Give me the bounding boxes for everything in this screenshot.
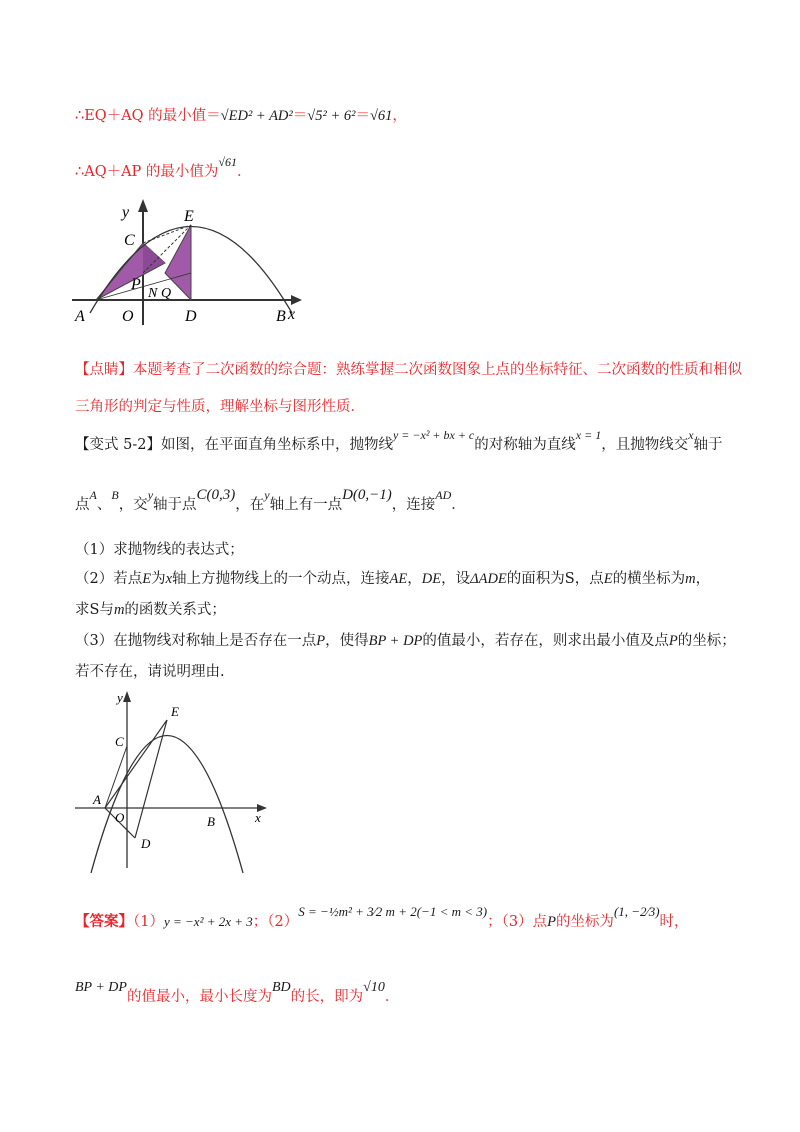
problem-text: ，在 — [235, 497, 265, 513]
problem-text: 点 — [75, 497, 90, 513]
point-p: P — [668, 633, 678, 649]
label-a: A — [75, 308, 85, 325]
label-o: O — [115, 810, 125, 825]
answer-line-2 — [75, 980, 400, 1006]
punct: ． — [237, 164, 252, 180]
equals: ＝ — [355, 108, 370, 124]
problem-text: 轴上有一点 — [269, 497, 343, 513]
var-m: m — [113, 602, 125, 618]
label-y: y — [122, 204, 130, 221]
label-c: C — [115, 734, 124, 749]
question-text: 为 — [151, 571, 166, 587]
answer-coordinate: (1, −2⁄3) — [613, 904, 660, 919]
comment-tag: 【点睛】 — [75, 362, 133, 378]
sum-bp-dp: BP + DP — [368, 633, 423, 649]
question-text: 轴上方抛物线上的一个动点，连接 — [172, 571, 390, 587]
answer-text: 时， — [659, 914, 689, 930]
problem-text: 如图，在平面直角坐标系中，抛物线 — [160, 437, 393, 453]
formula-sqrt61: √61 — [369, 108, 393, 124]
problem-text: 轴于 — [693, 437, 723, 453]
answer-line-1 — [75, 904, 689, 931]
segment-de: DE — [421, 571, 442, 587]
answer-text: ． — [384, 989, 400, 1005]
y-axis-arrow — [123, 691, 131, 702]
point-p: P — [547, 914, 556, 930]
question-1 — [75, 538, 244, 559]
question-text: （2）若点 — [75, 571, 143, 587]
problem-text: 、 — [96, 497, 112, 513]
problem-tag: 【变式 5-2】 — [75, 437, 161, 453]
formula-5-6: √5² + 6² — [307, 108, 356, 124]
point-d: D(0,−1) — [342, 487, 392, 503]
answer-tag: 【答案】 — [75, 913, 133, 930]
label-e: E — [184, 208, 194, 225]
label-q: Q — [161, 286, 172, 301]
question-text: 若不存在，请说明理由. — [75, 664, 225, 680]
question-text: ， — [695, 571, 711, 587]
answer-text: ；（2） — [252, 914, 299, 930]
label-b: B — [276, 308, 286, 325]
var-m: m — [685, 571, 696, 587]
answer-text: 的值最小，最小长度为 — [126, 989, 272, 1005]
point-c: C(0,3) — [196, 487, 236, 503]
segment-ad: AD — [435, 488, 452, 502]
solution-text: ∴AQ＋AP 的最小值为 — [75, 164, 219, 180]
problem-text: 的对称轴为直线 — [474, 437, 576, 453]
solution-text: ∴EQ＋AQ 的最小值＝ — [75, 108, 221, 124]
label-n: N — [148, 286, 158, 301]
answer-text: （1） — [133, 914, 164, 930]
question-text: 的横坐标为 — [612, 571, 686, 587]
label-o: O — [122, 308, 134, 325]
var-y: y — [147, 488, 154, 502]
parabola-equation: y = −x² + bx + c — [392, 428, 475, 442]
label-b: B — [207, 814, 215, 829]
label-y: y — [117, 690, 123, 705]
answer-text: 的长，即为 — [290, 989, 364, 1005]
label-p: P — [131, 276, 141, 293]
answer-text: ；（3）点 — [487, 914, 548, 930]
question-text: ，设 — [441, 571, 471, 587]
problem-text: ，且抛物线交 — [601, 437, 689, 453]
parabola-curve — [91, 736, 243, 874]
formula-ed-ad: √ED² + AD² — [220, 108, 293, 124]
point-e: E — [603, 571, 613, 587]
question-text: 的坐标； — [677, 633, 736, 649]
point-a: A — [89, 488, 97, 502]
label-x: x — [288, 306, 296, 323]
segment-de — [135, 720, 167, 838]
problem-text: ，连接 — [391, 497, 436, 513]
axis-equation: x = 1 — [575, 428, 602, 442]
question-text: 求S与 — [75, 602, 114, 618]
label-x: x — [255, 810, 261, 825]
question-text: ， — [407, 571, 422, 587]
comment-text: 本题考查了二次函数的综合题：熟练掌握二次函数图象上点的坐标特征、二次函数的性质和相似 — [133, 362, 742, 378]
problem-line-1 — [75, 428, 723, 454]
point-p: P — [316, 633, 326, 649]
label-e: E — [171, 704, 179, 719]
answer-sqrt10: √10 — [363, 980, 385, 995]
y-axis-arrow — [138, 199, 148, 212]
label-c: C — [124, 232, 135, 249]
point-e: E — [142, 571, 152, 587]
question-text: （1）求抛物线的表达式； — [75, 542, 244, 558]
comment-text: 三角形的判定与性质，理解坐标与图形性质． — [75, 399, 365, 415]
comment-line-1 — [75, 358, 742, 379]
sum-bp-dp: BP + DP — [75, 980, 127, 995]
question-2-line-1 — [75, 567, 710, 588]
label-d: D — [141, 836, 151, 851]
comment-line-2 — [75, 395, 365, 416]
question-text: 的函数关系式； — [124, 602, 226, 618]
x-axis-arrow — [291, 295, 302, 305]
answer-equation-2: S = −½m² + 3⁄2 m + 2(−1 < m < 3) — [298, 904, 488, 919]
question-text: ，使得 — [325, 633, 369, 649]
segment-ae: AE — [389, 571, 408, 587]
problem-line-2 — [75, 487, 466, 514]
label-d: D — [185, 308, 197, 325]
punct: ， — [392, 108, 407, 124]
answer-text: 的坐标为 — [555, 914, 614, 930]
problem-text: 轴于点 — [153, 497, 197, 513]
question-3-line-1 — [75, 629, 736, 650]
point-b: B — [111, 488, 119, 502]
figure-1-parabola — [70, 195, 310, 330]
equals: ＝ — [292, 108, 308, 124]
question-2-line-2 — [75, 598, 226, 619]
question-text: （3）在抛物线对称轴上是否存在一点 — [75, 633, 317, 649]
question-3-line-2 — [75, 660, 225, 681]
answer-equation-1: y = −x² + 2x + 3 — [163, 914, 253, 929]
var-x: x — [165, 571, 173, 587]
var-y: y — [264, 488, 270, 502]
label-a: A — [93, 792, 101, 807]
solution-line-2 — [75, 155, 252, 181]
var-x: x — [688, 428, 694, 442]
problem-text: ． — [451, 497, 466, 513]
triangle-ade: ΔADE — [470, 571, 507, 587]
question-text: 的面积为S，点 — [506, 571, 604, 587]
formula-sqrt61: √61 — [218, 155, 238, 169]
problem-text: ，交 — [118, 497, 148, 513]
figure-2-parabola — [75, 688, 275, 878]
solution-line-1 — [75, 104, 407, 125]
segment-bd: BD — [271, 980, 291, 995]
question-text: 的值最小，若存在，则求出最小值及点 — [422, 633, 669, 649]
